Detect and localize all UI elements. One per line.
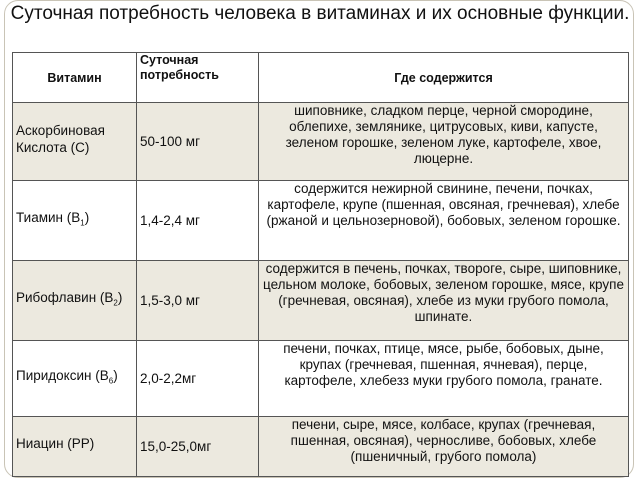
table-header-row (13, 53, 629, 103)
vitamin-name: Аскорбиновая Кислота (С) (13, 103, 137, 181)
vitamin-source: шиповнике, сладком перце, черной смородине, облепихе, землянике, цитрусовых, киви, капусте, зеленом горошке, зеленом луке, картофеле, хвое, люцерне. (259, 103, 629, 181)
header-need: Суточная потребность (137, 53, 259, 103)
vitamin-name: Пиридоксин $(В_6)$ (13, 341, 137, 417)
vitamin-name: Рибофлавин $(В_2)$ (13, 261, 137, 341)
vitamin-source: печени, сыре, мясе, колбасе, крупах (гречневая, пшенная, овсяная), черносливе, бобовых, хлебе (пшеничный, грубого помола) (259, 417, 629, 477)
vitamin-need: 2,0-2,2мг (137, 341, 259, 417)
header-vitamin: Витамин (13, 53, 137, 103)
vitamin-name: Тиамин $(В_1)$ (13, 181, 137, 261)
vitamin-need: 1,5-3,0 мг (137, 261, 259, 341)
vitamin-name: Ниацин (РР) (13, 417, 137, 477)
vitamin-source: содержится в печень, почках, твороге, сыре, шиповнике, цельном молоке, бобовых, зеленом горошке, мясе, крупе (гречневая, овсяная), хлебе из муки грубого помола, шпинате. (259, 261, 629, 341)
table-row (13, 103, 629, 181)
vitamins-table (12, 52, 629, 477)
vitamin-source: содержится нежирной свинине, печени, почках, картофеле, крупе (пшенная, овсяная, гречневая), хлебе (ржаной и цельнозерновой), бобовых, зеленом горошке. (259, 181, 629, 261)
page-title: Суточная потребность человека в витаминах и их основные функции. (10, 3, 630, 24)
table-row (13, 417, 629, 477)
vitamin-need: 1,4-2,4 мг (137, 181, 259, 261)
vitamin-source: печени, почках, птице, мясе, рыбе, бобовых, дыне, крупах (гречневая, пшенная, ячневая), перце, картофеле, хлебезз муки грубого помола, гранате. (259, 341, 629, 417)
vitamin-need: 50-100 мг (137, 103, 259, 181)
vitamin-need: 15,0-25,0мг (137, 417, 259, 477)
table-row (13, 341, 629, 417)
table-row (13, 181, 629, 261)
header-source: Где содержится (259, 53, 629, 103)
table-row (13, 261, 629, 341)
